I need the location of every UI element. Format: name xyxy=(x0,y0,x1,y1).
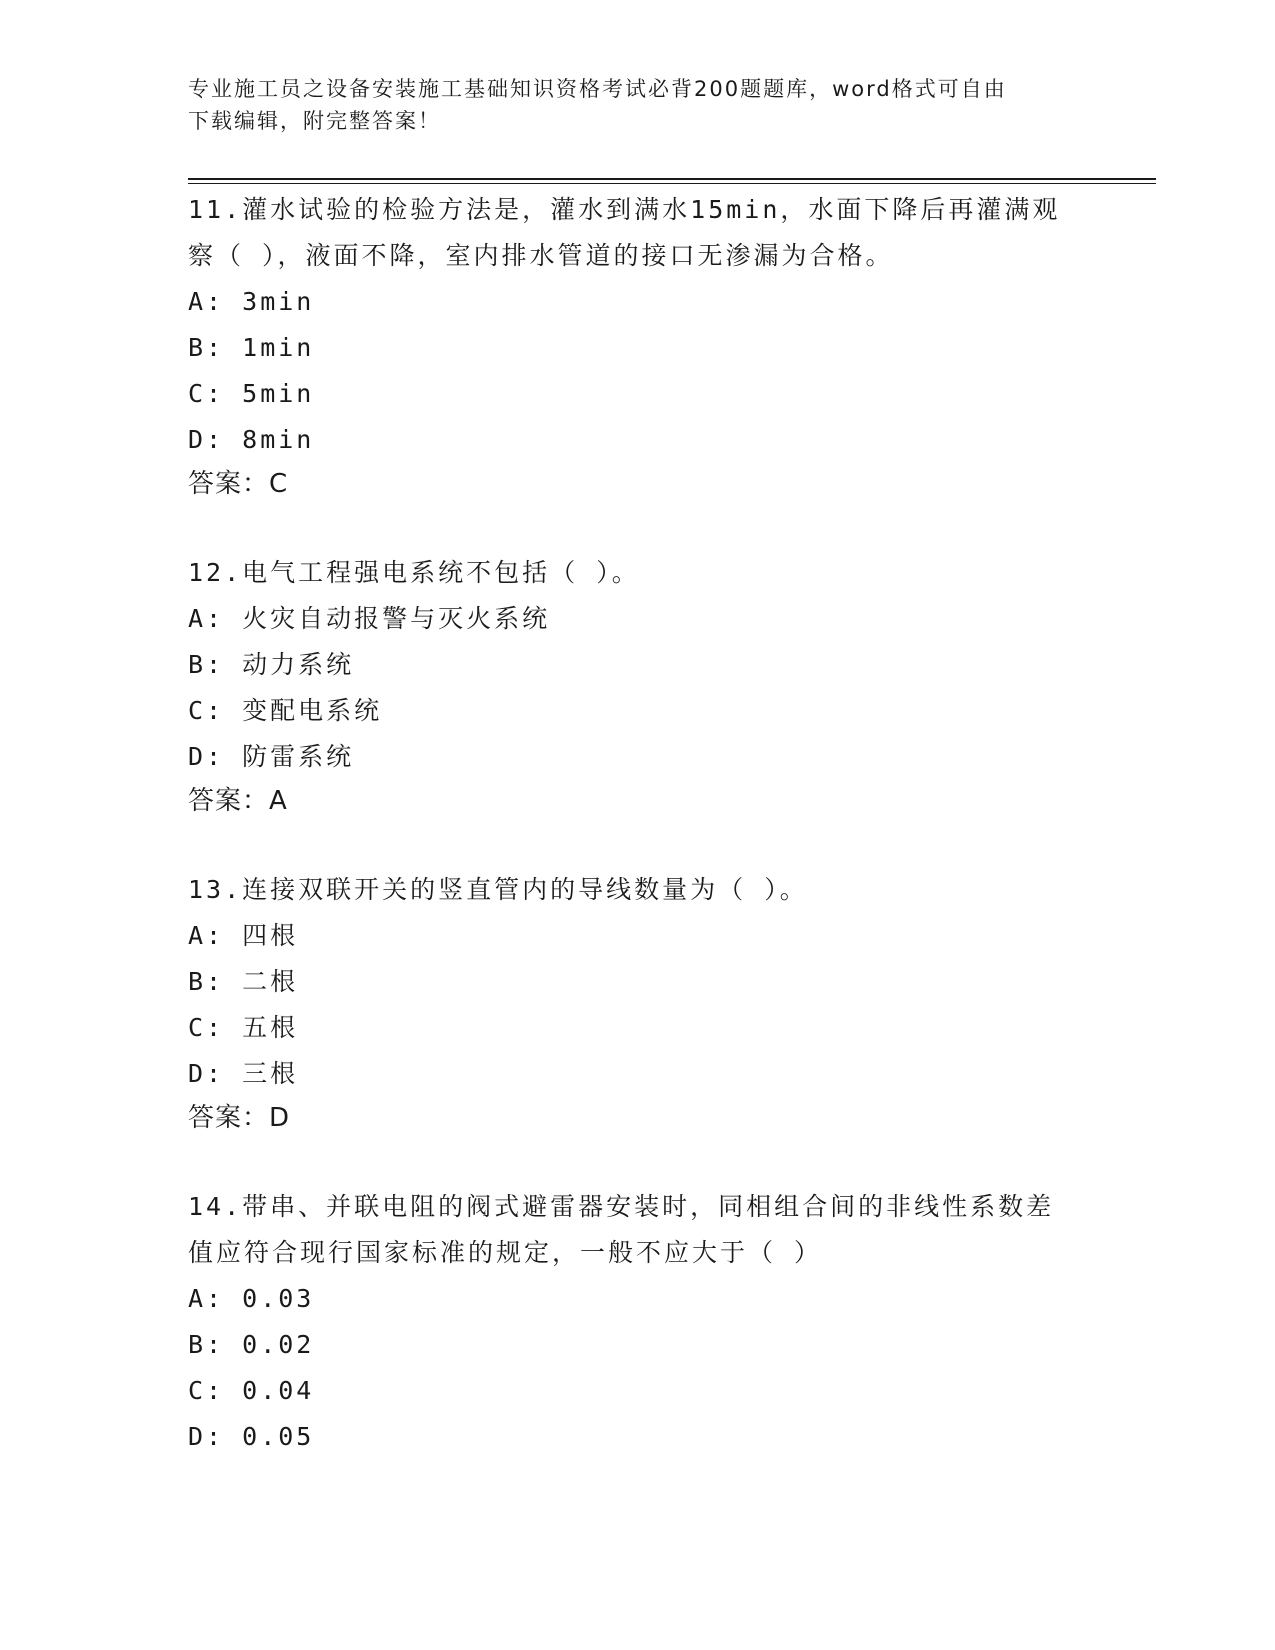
question-stem-line: 14.带串、并联电阻的阀式避雷器安装时，同相组合间的非线性系数差 xyxy=(188,1192,1055,1221)
document-header xyxy=(188,73,1068,137)
option-b: B: 0.02 xyxy=(188,1330,315,1359)
question-list xyxy=(188,187,1088,1505)
header-divider-thin xyxy=(188,183,1156,184)
option-b: B: 二根 xyxy=(188,967,299,996)
option-d: D: 防雷系统 xyxy=(188,742,355,771)
question-stem-line: 11.灌水试验的检验方法是，灌水到满水15min，水面下降后再灌满观 xyxy=(188,195,1061,224)
question-12 xyxy=(188,550,1088,822)
header-line-1: 专业施工员之设备安装施工基础知识资格考试必背200题题库，word格式可自由 xyxy=(188,77,1007,101)
option-c: C: 变配电系统 xyxy=(188,696,383,725)
option-c: C: 五根 xyxy=(188,1013,299,1042)
option-d: D: 0.05 xyxy=(188,1422,315,1451)
question-stem-line: 12.电气工程强电系统不包括（ ）。 xyxy=(188,558,640,587)
option-a: A: 0.03 xyxy=(188,1284,315,1313)
option-c: C: 5min xyxy=(188,379,315,408)
option-d: D: 三根 xyxy=(188,1059,299,1088)
question-11 xyxy=(188,187,1088,505)
answer-text: 答案：D xyxy=(188,1103,291,1133)
answer-text: 答案：C xyxy=(188,469,289,499)
answer-text: 答案：A xyxy=(188,786,288,816)
header-divider-thick xyxy=(188,178,1156,180)
option-b: B: 1min xyxy=(188,333,315,362)
option-c: C: 0.04 xyxy=(188,1376,315,1405)
option-d: D: 8min xyxy=(188,425,315,454)
question-14 xyxy=(188,1184,1088,1460)
question-13 xyxy=(188,867,1088,1139)
option-a: A: 火灾自动报警与灭火系统 xyxy=(188,604,551,633)
option-b: B: 动力系统 xyxy=(188,650,355,679)
header-line-2: 下载编辑，附完整答案！ xyxy=(188,109,441,133)
question-stem-line: 察（ ），液面不降，室内排水管道的接口无渗漏为合格。 xyxy=(188,241,894,270)
option-a: A: 四根 xyxy=(188,921,299,950)
option-a: A: 3min xyxy=(188,287,315,316)
question-stem-line: 13.连接双联开关的竖直管内的导线数量为（ ）。 xyxy=(188,875,808,904)
question-stem-line: 值应符合现行国家标准的规定，一般不应大于（ ） xyxy=(188,1238,823,1267)
